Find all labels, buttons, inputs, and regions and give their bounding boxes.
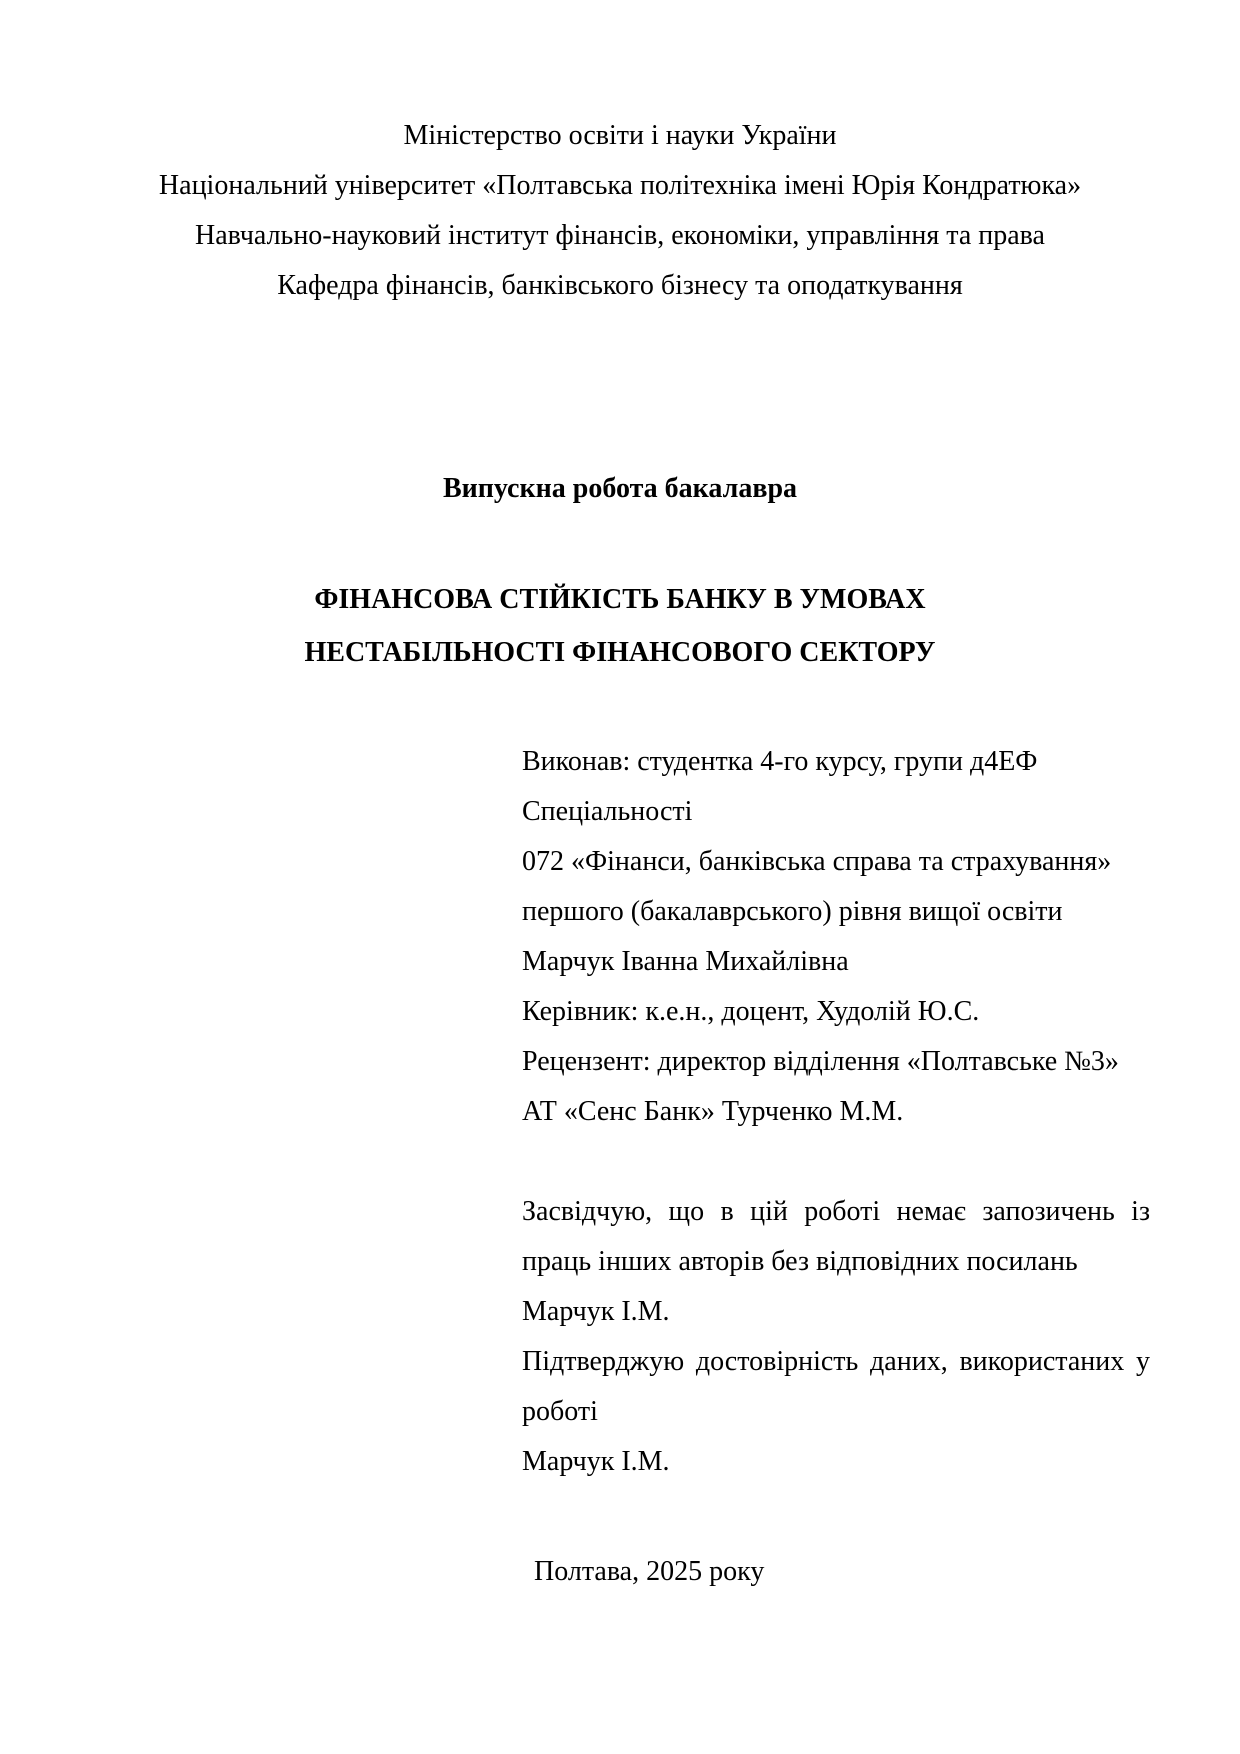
info-line: першого (бакалаврського) рівня вищої освіти — [522, 896, 1063, 927]
work-type: Випускна робота бакалавра — [442, 473, 798, 504]
institution-header — [0, 111, 1240, 311]
title-line-1: ФІНАНСОВА СТІЙКІСТЬ БАНКУ В УМОВАХ — [314, 584, 926, 615]
info-line: Керівник: к.е.н., доцент, Худолій Ю.С. — [522, 996, 980, 1027]
originality-signature: Марчук І.М. — [522, 1296, 670, 1327]
data-validity-signature: Марчук І.М. — [522, 1446, 670, 1477]
info-line: Виконав: студентка 4-го курсу, групи д4ЕФ — [522, 746, 1038, 777]
title-line-2: НЕСТАБІЛЬНОСТІ ФІНАНСОВОГО СЕКТОРУ — [304, 637, 936, 668]
institute-line: Навчально-науковий інститут фінансів, економіки, управління та права — [195, 220, 1045, 251]
thesis-title — [0, 573, 1240, 679]
department-line: Кафедра фінансів, банківського бізнесу та оподаткування — [277, 270, 963, 301]
info-line: Рецензент: директор відділення «Полтавське №3» — [522, 1046, 1119, 1077]
info-line: 072 «Фінанси, банківська справа та страхування» — [522, 846, 1112, 877]
place-year: Полтава, 2025 року — [534, 1556, 765, 1587]
info-line: Марчук Іванна Михайлівна — [522, 946, 849, 977]
originality-statement: Засвідчую, що в цій роботі немає запозичень із праць інших авторів без відповідних посилань — [522, 1196, 1150, 1277]
data-validity-statement: Підтверджую достовірність даних, використаних у роботі — [522, 1346, 1150, 1427]
university-line: Національний університет «Полтавська політехніка імені Юрія Кондратюка» — [158, 170, 1082, 201]
declarations — [522, 1187, 1150, 1487]
info-line: АТ «Сенс Банк» Турченко М.М. — [522, 1096, 904, 1127]
ministry-line: Міністерство освіти і науки України — [403, 120, 837, 151]
author-info — [522, 737, 1150, 1137]
info-line: Спеціальності — [522, 796, 693, 827]
